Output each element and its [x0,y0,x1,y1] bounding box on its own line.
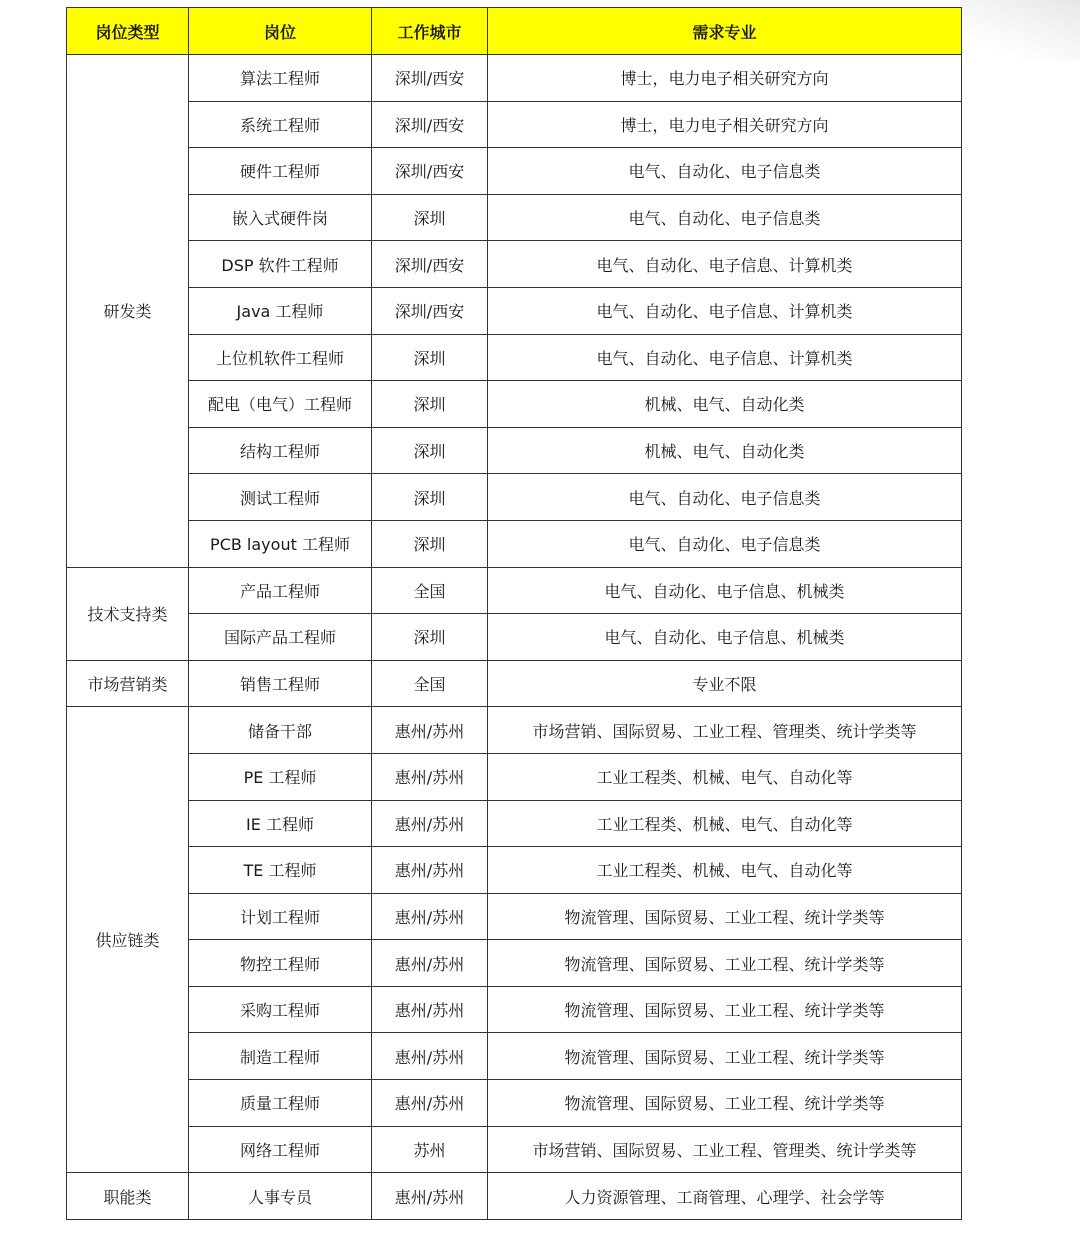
position-cell: IE 工程师 [189,800,372,847]
major-cell: 博士，电力电子相关研究方向 [488,101,962,148]
city-cell: 深圳 [372,474,488,521]
table-row [67,1033,962,1080]
table-row [67,381,962,428]
table-row [67,893,962,940]
position-cell: 人事专员 [189,1173,372,1220]
position-cell: TE 工程师 [189,847,372,894]
table-header-row [67,8,962,55]
city-cell: 惠州/苏州 [372,1033,488,1080]
header-city: 工作城市 [372,8,488,55]
header-position: 岗位 [189,8,372,55]
table-row [67,1126,962,1173]
position-cell: 网络工程师 [189,1126,372,1173]
table-row [67,753,962,800]
category-cell: 技术支持类 [67,567,189,660]
city-cell: 全国 [372,660,488,707]
category-cell: 市场营销类 [67,660,189,707]
position-cell: PCB layout 工程师 [189,520,372,567]
table-row [67,847,962,894]
city-cell: 深圳 [372,381,488,428]
table-row [67,567,962,614]
city-cell: 深圳/西安 [372,148,488,195]
city-cell: 惠州/苏州 [372,800,488,847]
table-row [67,986,962,1033]
table-row [67,194,962,241]
table-row [67,474,962,521]
major-cell: 电气、自动化、电子信息、计算机类 [488,241,962,288]
header-major: 需求专业 [488,8,962,55]
position-cell: 采购工程师 [189,986,372,1033]
position-cell: 系统工程师 [189,101,372,148]
position-cell: 质量工程师 [189,1080,372,1127]
position-cell: 配电（电气）工程师 [189,381,372,428]
city-cell: 惠州/苏州 [372,940,488,987]
table-row [67,1080,962,1127]
major-cell: 工业工程类、机械、电气、自动化等 [488,753,962,800]
major-cell: 人力资源管理、工商管理、心理学、社会学等 [488,1173,962,1220]
city-cell: 深圳 [372,194,488,241]
major-cell: 电气、自动化、电子信息、计算机类 [488,334,962,381]
table-row [67,55,962,102]
table-row [67,241,962,288]
table-row [67,614,962,661]
major-cell: 物流管理、国际贸易、工业工程、统计学类等 [488,893,962,940]
city-cell: 深圳/西安 [372,241,488,288]
position-cell: 计划工程师 [189,893,372,940]
table-row [67,800,962,847]
city-cell: 惠州/苏州 [372,1173,488,1220]
major-cell: 电气、自动化、电子信息、计算机类 [488,287,962,334]
city-cell: 深圳 [372,614,488,661]
major-cell: 物流管理、国际贸易、工业工程、统计学类等 [488,986,962,1033]
city-cell: 深圳 [372,334,488,381]
table-row [67,940,962,987]
position-cell: 国际产品工程师 [189,614,372,661]
position-cell: 制造工程师 [189,1033,372,1080]
position-cell: DSP 软件工程师 [189,241,372,288]
position-cell: 销售工程师 [189,660,372,707]
city-cell: 全国 [372,567,488,614]
city-cell: 深圳/西安 [372,101,488,148]
position-cell: 上位机软件工程师 [189,334,372,381]
major-cell: 电气、自动化、电子信息类 [488,194,962,241]
table-row [67,427,962,474]
city-cell: 深圳/西安 [372,55,488,102]
city-cell: 惠州/苏州 [372,986,488,1033]
position-cell: Java 工程师 [189,287,372,334]
position-cell: 嵌入式硬件岗 [189,194,372,241]
table-body [67,55,962,1220]
table-row [67,660,962,707]
major-cell: 市场营销、国际贸易、工业工程、管理类、统计学类等 [488,1126,962,1173]
major-cell: 电气、自动化、电子信息类 [488,148,962,195]
position-cell: 测试工程师 [189,474,372,521]
position-cell: 硬件工程师 [189,148,372,195]
major-cell: 机械、电气、自动化类 [488,381,962,428]
major-cell: 电气、自动化、电子信息类 [488,520,962,567]
major-cell: 电气、自动化、电子信息、机械类 [488,614,962,661]
position-cell: 储备干部 [189,707,372,754]
city-cell: 惠州/苏州 [372,847,488,894]
major-cell: 电气、自动化、电子信息类 [488,474,962,521]
category-cell: 研发类 [67,55,189,568]
position-cell: 结构工程师 [189,427,372,474]
city-cell: 深圳 [372,520,488,567]
corner-shadow [960,0,1080,60]
major-cell: 物流管理、国际贸易、工业工程、统计学类等 [488,1033,962,1080]
table-row [67,520,962,567]
table-row [67,334,962,381]
major-cell: 博士，电力电子相关研究方向 [488,55,962,102]
header-category: 岗位类型 [67,8,189,55]
major-cell: 市场营销、国际贸易、工业工程、管理类、统计学类等 [488,707,962,754]
major-cell: 物流管理、国际贸易、工业工程、统计学类等 [488,1080,962,1127]
city-cell: 深圳/西安 [372,287,488,334]
category-cell: 供应链类 [67,707,189,1173]
table-row [67,287,962,334]
city-cell: 深圳 [372,427,488,474]
table-row [67,101,962,148]
position-cell: 产品工程师 [189,567,372,614]
major-cell: 物流管理、国际贸易、工业工程、统计学类等 [488,940,962,987]
job-requirements-table [66,7,962,1220]
major-cell: 电气、自动化、电子信息、机械类 [488,567,962,614]
category-cell: 职能类 [67,1173,189,1220]
position-cell: 算法工程师 [189,55,372,102]
city-cell: 惠州/苏州 [372,707,488,754]
table-row [67,707,962,754]
city-cell: 惠州/苏州 [372,1080,488,1127]
city-cell: 苏州 [372,1126,488,1173]
city-cell: 惠州/苏州 [372,893,488,940]
major-cell: 专业不限 [488,660,962,707]
city-cell: 惠州/苏州 [372,753,488,800]
table-row [67,1173,962,1220]
table-row [67,148,962,195]
major-cell: 机械、电气、自动化类 [488,427,962,474]
position-cell: 物控工程师 [189,940,372,987]
major-cell: 工业工程类、机械、电气、自动化等 [488,847,962,894]
position-cell: PE 工程师 [189,753,372,800]
major-cell: 工业工程类、机械、电气、自动化等 [488,800,962,847]
